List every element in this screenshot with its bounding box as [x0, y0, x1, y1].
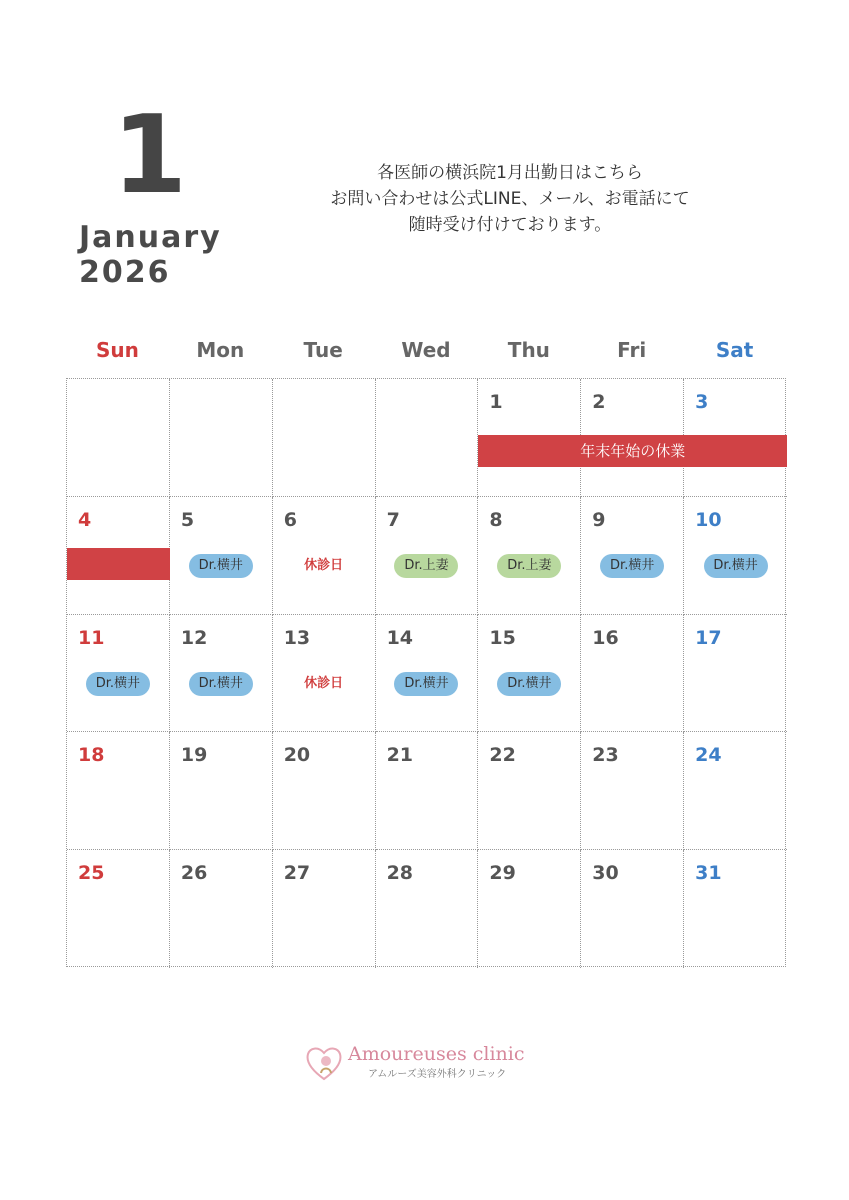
day-cell: [376, 732, 479, 850]
weekday-sun: Sun: [95, 338, 139, 362]
day-cell: [684, 615, 787, 733]
weekday-fri: Fri: [617, 338, 647, 362]
date-number: 22: [489, 744, 516, 767]
year: 2026: [79, 255, 171, 290]
day-cell: [67, 615, 170, 733]
date-number: 30: [592, 862, 619, 885]
doctor-badge: Dr.横井: [497, 672, 561, 696]
logo-name: Amoureuses clinic: [348, 1043, 525, 1065]
day-cell: [376, 497, 479, 615]
date-number: 17: [695, 626, 722, 649]
date-number: 26: [180, 862, 208, 885]
day-cell: [478, 850, 581, 968]
day-cell: [273, 850, 376, 968]
date-number: 23: [592, 744, 619, 767]
day-cell: [581, 732, 684, 850]
date-number: 13: [283, 626, 311, 649]
closed-day-label: 休診日: [304, 557, 344, 573]
clinic-logo: [304, 1043, 544, 1083]
calendar-grid: [66, 378, 786, 967]
date-number: 4: [78, 508, 92, 531]
doctor-badge: Dr.横井: [600, 554, 664, 578]
weekday-tue: Tue: [303, 338, 343, 362]
date-number: 29: [489, 862, 516, 885]
day-cell: [273, 615, 376, 733]
month-name: January: [79, 220, 222, 255]
date-number: 9: [592, 508, 606, 531]
date-number: 12: [180, 626, 208, 649]
date-number: 28: [386, 862, 414, 885]
date-number: 7: [386, 508, 400, 531]
weekday-header-row: [66, 338, 786, 362]
doctor-badge: Dr.横井: [704, 554, 768, 578]
notice-line: 随時受け付けております。: [408, 215, 612, 235]
day-cell: [67, 850, 170, 968]
date-number: 5: [180, 508, 195, 531]
day-cell: [581, 497, 684, 615]
day-cell: [170, 379, 273, 497]
weekday-wed: Wed: [401, 338, 451, 362]
date-number: 10: [695, 508, 722, 531]
date-number: 14: [386, 626, 414, 649]
day-cell: [478, 615, 581, 733]
date-number: 25: [78, 862, 105, 885]
day-cell: [273, 379, 376, 497]
logo-subtitle: アムルーズ美容外科クリニック: [368, 1069, 507, 1080]
holiday-bar-continuation: [67, 548, 170, 580]
day-cell: [581, 615, 684, 733]
day-cell: [376, 615, 479, 733]
day-cell: [170, 732, 273, 850]
date-number: 3: [695, 391, 709, 413]
day-cell: [581, 850, 684, 968]
date-number: 27: [283, 862, 311, 885]
date-number: 21: [386, 744, 414, 767]
date-number: 18: [78, 744, 105, 767]
day-cell: [67, 379, 170, 497]
holiday-bar: 年末年始の休業: [478, 435, 787, 467]
heart-woman-icon: [304, 1043, 344, 1083]
day-cell: [684, 732, 787, 850]
date-number: 24: [695, 744, 722, 767]
date-number: 19: [180, 744, 208, 767]
day-cell: [67, 732, 170, 850]
weekday-mon: Mon: [196, 338, 245, 362]
day-cell: [273, 732, 376, 850]
day-cell: [273, 497, 376, 615]
doctor-badge: Dr.横井: [189, 672, 253, 696]
date-number: 2: [592, 391, 606, 413]
day-cell: [376, 379, 479, 497]
day-cell: [170, 850, 273, 968]
notice-line: 各医師の横浜院1月出勤日はこちら: [377, 163, 643, 183]
date-number: 6: [283, 508, 297, 531]
weekday-sat: Sat: [715, 338, 754, 362]
date-number: 11: [78, 626, 105, 649]
date-number: 31: [695, 862, 722, 885]
doctor-badge: Dr.上妻: [497, 554, 561, 578]
doctor-badge: Dr.上妻: [394, 554, 458, 578]
date-number: 20: [283, 744, 311, 767]
notice-text: [270, 160, 750, 238]
day-cell: [478, 732, 581, 850]
day-cell: [684, 497, 787, 615]
day-cell: [684, 850, 787, 968]
date-number: 15: [489, 626, 516, 649]
day-cell: [170, 497, 273, 615]
weekday-thu: Thu: [507, 338, 550, 362]
notice-line: お問い合わせは公式LINE、メール、お電話にて: [330, 189, 690, 209]
doctor-badge: Dr.横井: [86, 672, 150, 696]
date-number: 16: [592, 626, 619, 649]
month-number: 1: [112, 93, 186, 218]
doctor-badge: Dr.横井: [189, 554, 253, 578]
day-cell: [376, 850, 479, 968]
day-cell: [478, 497, 581, 615]
doctor-badge: Dr.横井: [394, 672, 458, 696]
date-number: 8: [489, 508, 503, 531]
closed-day-label: 休診日: [304, 675, 344, 691]
day-cell: [170, 615, 273, 733]
date-number: 1: [489, 391, 503, 413]
